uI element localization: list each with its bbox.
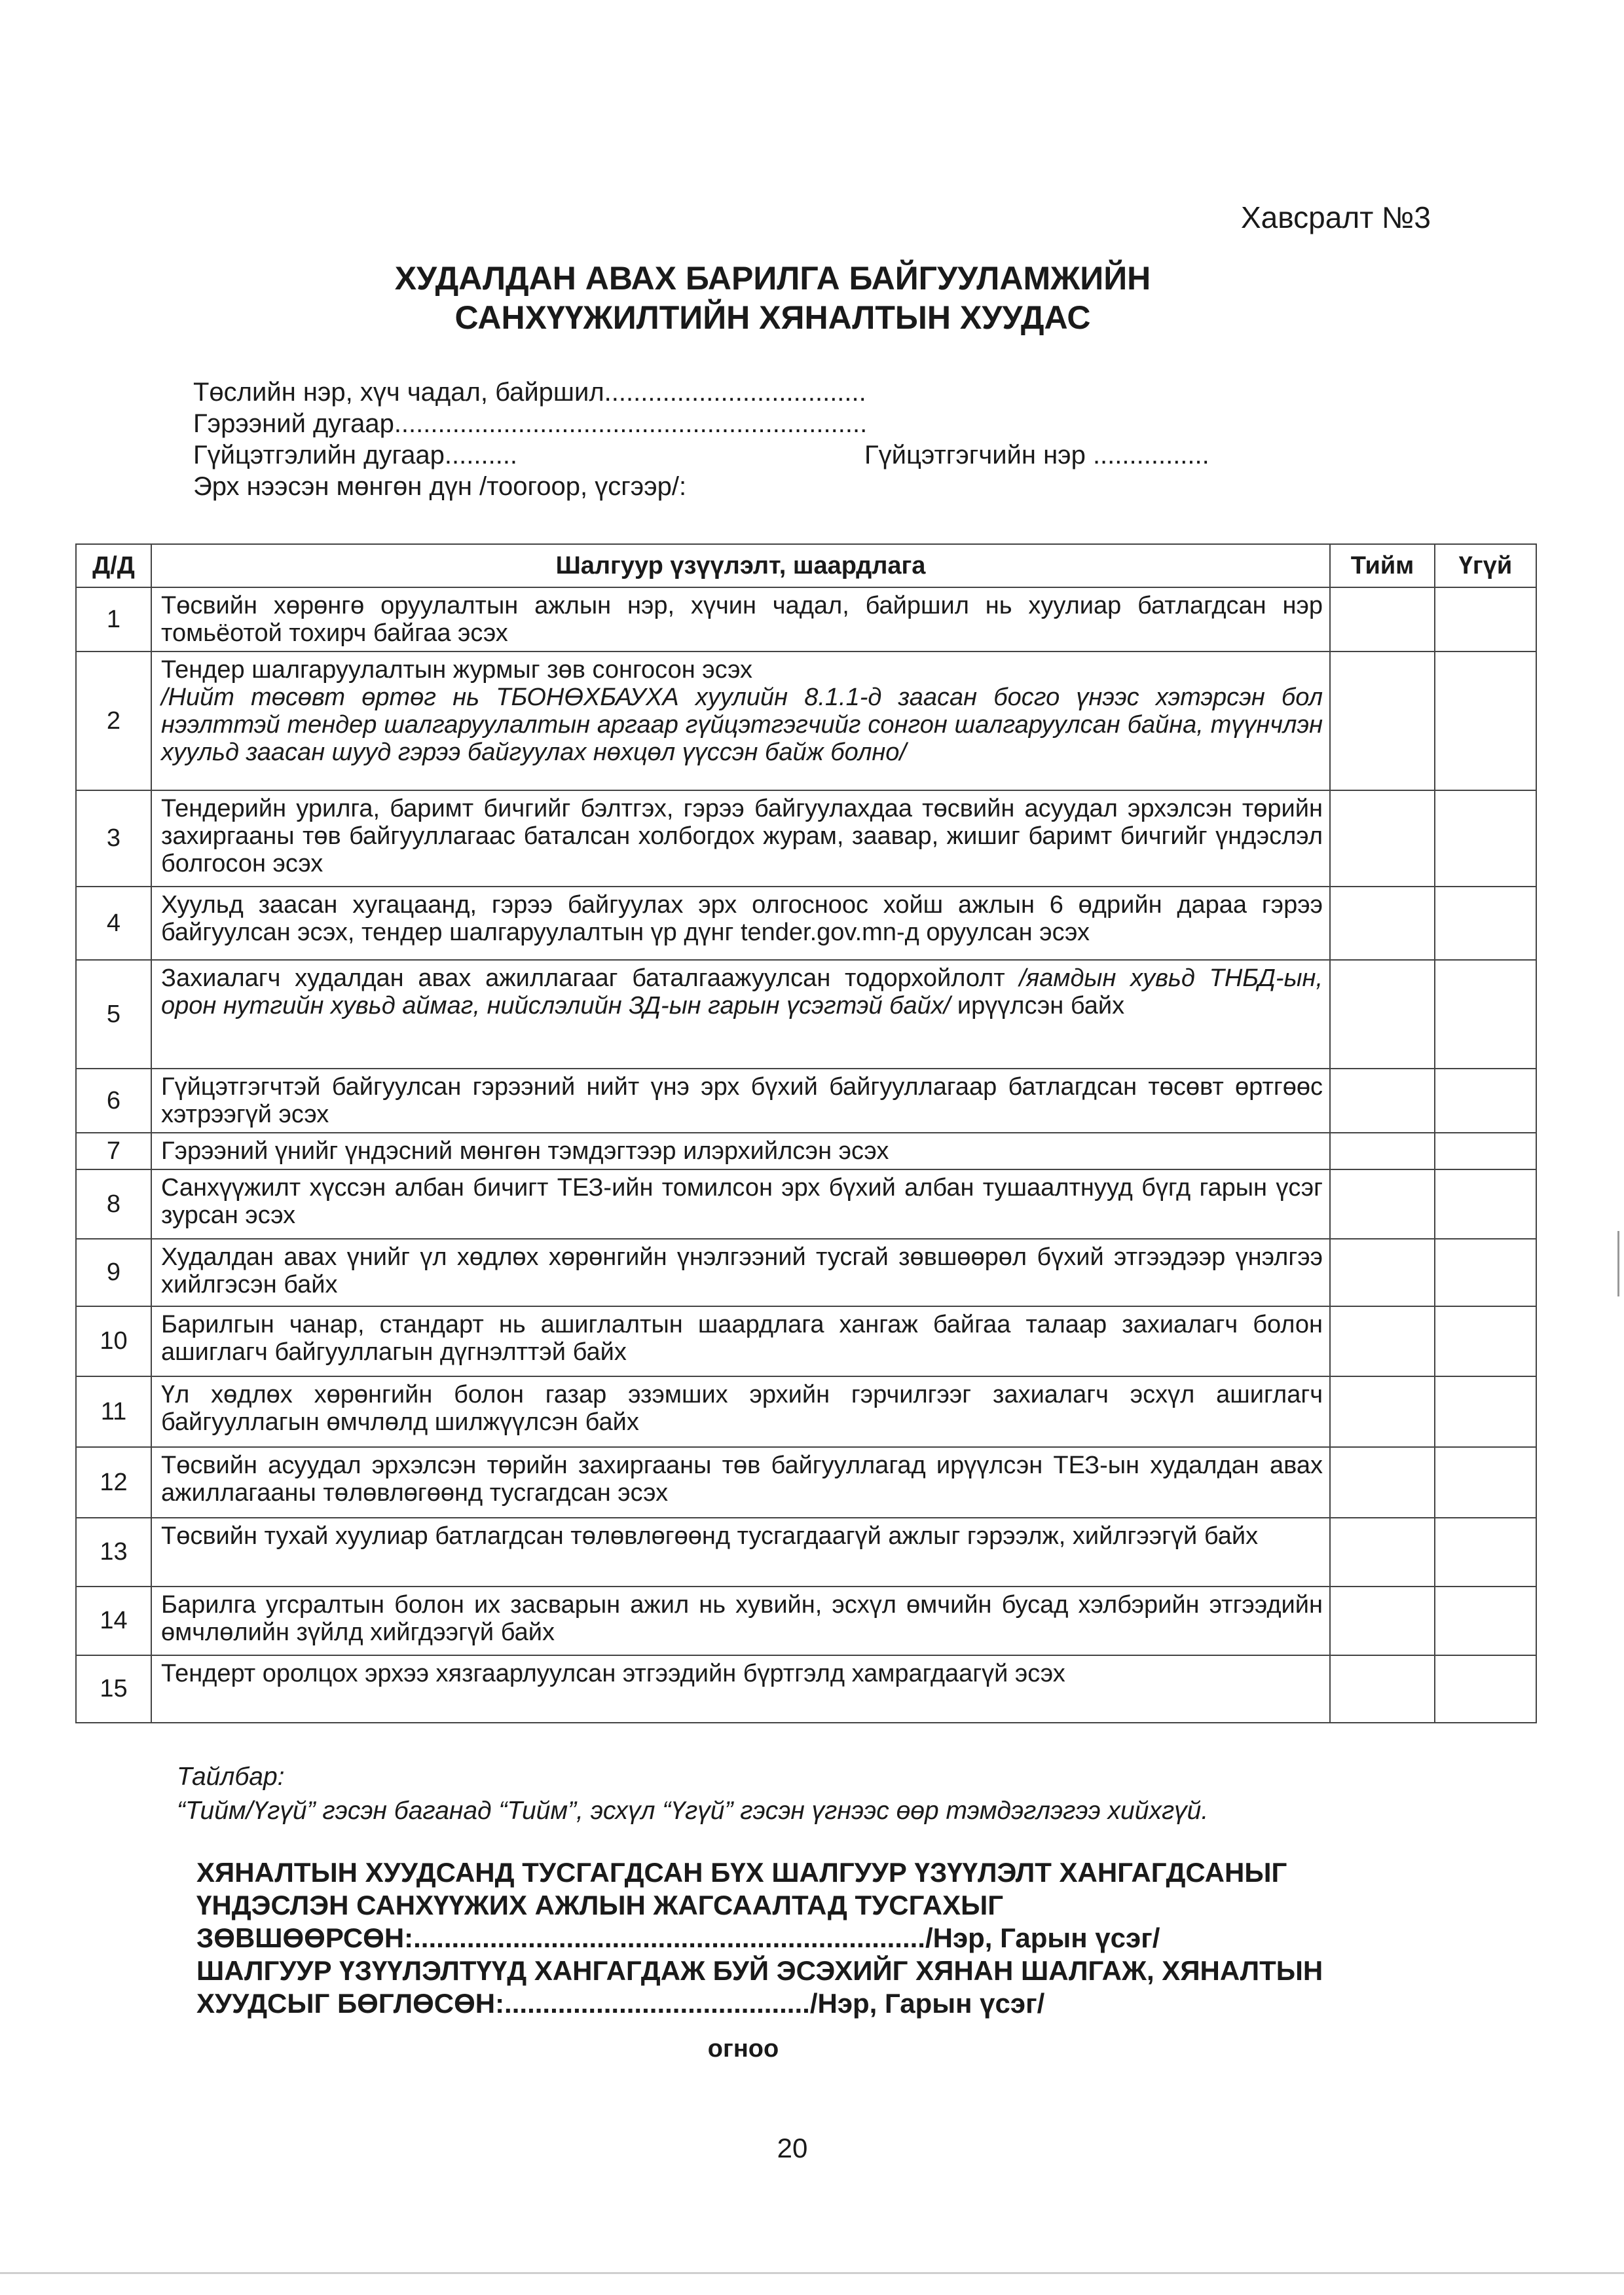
table-row bbox=[76, 960, 1536, 1069]
no-cell[interactable] bbox=[1435, 1133, 1536, 1169]
date-label: огноо bbox=[707, 2035, 779, 2063]
scan-margin-mark bbox=[1617, 1231, 1619, 1296]
row-criteria-main: Тендер шалгаруулалтын журмыг зөв сонгосон эсэх bbox=[161, 656, 753, 684]
footnote-text: “Тийм/Үгүй” гэсэн баганад “Тийм”, эсхүл “Үгүй” гэсэн үгнээс өөр тэмдэглэгээ хийхгүй. bbox=[177, 1797, 1209, 1825]
yes-cell[interactable] bbox=[1330, 1169, 1435, 1239]
filled-by-signature-line: ХУУДСЫГ БӨГЛӨСӨН:......................................../Нэр, Гарын үсэг/ bbox=[196, 1988, 1045, 2019]
row-number: 10 bbox=[76, 1306, 151, 1376]
table-row bbox=[76, 1306, 1536, 1376]
yes-cell[interactable] bbox=[1330, 887, 1435, 960]
document-title bbox=[0, 259, 1624, 337]
table-row bbox=[76, 1518, 1536, 1587]
table-row bbox=[76, 1169, 1536, 1239]
no-cell[interactable] bbox=[1435, 1518, 1536, 1587]
table-row bbox=[76, 1376, 1536, 1447]
row-number: 12 bbox=[76, 1447, 151, 1518]
row-criteria: Санхүүжилт хүссэн албан бичигт ТЕЗ-ийн томилсон эрх бүхий албан тушаалтнууд бүгд гарын үсэг зурсан эсэх bbox=[151, 1169, 1330, 1239]
scan-bottom-edge bbox=[0, 2272, 1624, 2274]
row-criteria: Төсвийн асуудал эрхэлсэн төрийн захиргааны төв байгууллагад ирүүлсэн ТЕЗ-ын худалдан авах ажиллагааны төлөвлөгөөнд тусгагдсан эсэх bbox=[151, 1447, 1330, 1518]
row-criteria: Барилгын чанар, стандарт нь ашиглалтын шаардлага хангаж байгаа талаар захиалагч болон ашиглагч байгууллагын дүгнэлттэй байх bbox=[151, 1306, 1330, 1376]
date-label-wrap bbox=[0, 2035, 1624, 2063]
yes-cell[interactable] bbox=[1330, 1447, 1435, 1518]
row-criteria: Тендерийн урилга, баримт бичгийг бэлтгэх, гэрээ байгуулахдаа төсвийн асуудал эрхэлсэн төрийн захиргааны төв байгууллагаас баталсан холбогдох журам, заавар, жишиг баримт бичгийг үндэслэл болгосон эсэх bbox=[151, 790, 1330, 887]
row-number: 11 bbox=[76, 1376, 151, 1447]
approval-statement bbox=[196, 1856, 1473, 2020]
project-name-field: Төслийн нэр, хүч чадал, байршил.................................... bbox=[193, 378, 866, 407]
project-info bbox=[193, 376, 1209, 502]
header-number: Д/Д bbox=[76, 544, 151, 587]
table-row bbox=[76, 1069, 1536, 1133]
table-row bbox=[76, 887, 1536, 960]
row-number: 1 bbox=[76, 587, 151, 652]
row-criteria: Төсвийн хөрөнгө оруулалтын ажлын нэр, хүчин чадал, байршил нь хуулиар батлагдсан нэр томьёотой тохирч байгаа эсэх bbox=[151, 587, 1330, 652]
no-cell[interactable] bbox=[1435, 1376, 1536, 1447]
row-criteria-italic: /яамдын хувьд ТНБД-ын, орон нутгийн хувьд аймаг, нийслэлийн ЗД-ын гарын үсэгтэй байх/ bbox=[161, 964, 1323, 1019]
yes-cell[interactable] bbox=[1330, 587, 1435, 652]
yes-cell[interactable] bbox=[1330, 960, 1435, 1069]
contract-number-field: Гэрээний дугаар................................................................. bbox=[193, 409, 868, 438]
header-criteria: Шалгуур үзүүлэлт, шаардлага bbox=[151, 544, 1330, 587]
footnote bbox=[177, 1760, 1208, 1828]
no-cell[interactable] bbox=[1435, 1306, 1536, 1376]
statement-line-1: ХЯНАЛТЫН ХУУДСАНД ТУСГАГДСАН БҮХ ШАЛГУУР ҮЗҮҮЛЭЛТ ХАНГАГДСАНЫГ bbox=[196, 1857, 1287, 1888]
yes-cell[interactable] bbox=[1330, 652, 1435, 790]
row-criteria: Үл хөдлөх хөрөнгийн болон газар эзэмших эрхийн гэрчилгээг захиалагч эсхүл ашиглагч байгууллагын өмчлөлд шилжүүлсэн байх bbox=[151, 1376, 1330, 1447]
amount-field: Эрх нээсэн мөнгөн дүн /тоогоор, үсгээр/: bbox=[193, 472, 687, 501]
no-cell[interactable] bbox=[1435, 790, 1536, 887]
row-number: 13 bbox=[76, 1518, 151, 1587]
table-row bbox=[76, 652, 1536, 790]
yes-cell[interactable] bbox=[1330, 790, 1435, 887]
row-criteria-main: Захиалагч худалдан авах ажиллагааг баталгаажуулсан тодорхойлолт bbox=[161, 964, 1005, 992]
execution-number-field: Гүйцэтгэлийн дугаар.......... bbox=[193, 441, 518, 469]
table-row bbox=[76, 587, 1536, 652]
table-row bbox=[76, 1133, 1536, 1169]
row-criteria: Тендерт оролцох эрхээ хязгаарлуулсан этгээдийн бүртгэлд хамрагдаагүй эсэх bbox=[151, 1655, 1330, 1723]
statement-line-4: ШАЛГУУР ҮЗҮҮЛЭЛТҮҮД ХАНГАГДАЖ БУЙ ЭСЭХИЙГ ХЯНАН ШАЛГАЖ, ХЯНАЛТЫН bbox=[196, 1955, 1323, 1986]
table-row bbox=[76, 1447, 1536, 1518]
table-header-row bbox=[76, 544, 1536, 587]
header-no: Үгүй bbox=[1435, 544, 1536, 587]
no-cell[interactable] bbox=[1435, 887, 1536, 960]
row-criteria: Гэрээний үнийг үндэсний мөнгөн тэмдэгтээр илэрхийлсэн эсэх bbox=[151, 1133, 1330, 1169]
table-row bbox=[76, 1239, 1536, 1306]
yes-cell[interactable] bbox=[1330, 1069, 1435, 1133]
row-criteria-italic: /Нийт төсөвт өртөг нь ТБОНӨХБАУХА хуулийн 8.1.1-д заасан босго үнээс хэтэрсэн бол нээлттэй тендер шалгаруулалтын аргаар гүйцэтгэгчийг сонгон шалгаруулсан байна, түүнчлэн хуульд заасан шууд гэрээ байгуулах нөхцөл үүссэн байж болно/ bbox=[161, 684, 1323, 766]
no-cell[interactable] bbox=[1435, 1447, 1536, 1518]
yes-cell[interactable] bbox=[1330, 1376, 1435, 1447]
yes-cell[interactable] bbox=[1330, 1133, 1435, 1169]
statement-line-2: ҮНДЭСЛЭН САНХҮҮЖИХ АЖЛЫН ЖАГСААЛТАД ТУСГАХЫГ bbox=[196, 1890, 1004, 1920]
row-number: 6 bbox=[76, 1069, 151, 1133]
footnote-label: Тайлбар: bbox=[177, 1763, 285, 1791]
row-number: 9 bbox=[76, 1239, 151, 1306]
no-cell[interactable] bbox=[1435, 960, 1536, 1069]
row-number: 7 bbox=[76, 1133, 151, 1169]
row-number: 5 bbox=[76, 960, 151, 1069]
appendix-label: Хавсралт №3 bbox=[1241, 200, 1431, 234]
row-number: 8 bbox=[76, 1169, 151, 1239]
no-cell[interactable] bbox=[1435, 1239, 1536, 1306]
row-criteria: Хуульд заасан хугацаанд, гэрээ байгуулах эрх олгосноос хойш ажлын 6 өдрийн дараа гэрээ байгуулсан эсэх, тендер шалгаруулалтын үр дүнг tender.gov.mn-д оруулсан эсэх bbox=[151, 887, 1330, 960]
yes-cell[interactable] bbox=[1330, 1655, 1435, 1723]
no-cell[interactable] bbox=[1435, 1069, 1536, 1133]
no-cell[interactable] bbox=[1435, 1655, 1536, 1723]
row-criteria: Худалдан авах үнийг үл хөдлөх хөрөнгийн үнэлгээний тусгай зөвшөөрөл бүхий этгээдээр үнэлгээ хийлгэсэн байх bbox=[151, 1239, 1330, 1306]
row-criteria: Гүйцэтгэгчтэй байгуулсан гэрээний нийт үнэ эрх бүхий байгууллагаар батлагдсан төсөвт өртгөөс хэтрээгүй эсэх bbox=[151, 1069, 1330, 1133]
row-number: 4 bbox=[76, 887, 151, 960]
no-cell[interactable] bbox=[1435, 1169, 1536, 1239]
row-number: 2 bbox=[76, 652, 151, 790]
no-cell[interactable] bbox=[1435, 652, 1536, 790]
table-row bbox=[76, 1587, 1536, 1655]
row-criteria: Барилга угсралтын болон их засварын ажил нь хувийн, эсхүл өмчийн бусад хэлбэрийн этгээдийн өмчлөлийн зүйлд хийгдээгүй байх bbox=[151, 1587, 1330, 1655]
approved-by-signature-line: ЗӨВШӨӨРСӨН:.................................................................../Нэр, Гарын үсэг/ bbox=[196, 1922, 1160, 1953]
row-criteria-tail: ирүүлсэн байх bbox=[950, 992, 1125, 1019]
no-cell[interactable] bbox=[1435, 587, 1536, 652]
yes-cell[interactable] bbox=[1330, 1306, 1435, 1376]
yes-cell[interactable] bbox=[1330, 1518, 1435, 1587]
row-criteria bbox=[151, 652, 1330, 790]
title-line-2: САНХҮҮЖИЛТИЙН ХЯНАЛТЫН ХУУДАС bbox=[454, 299, 1091, 336]
page-number: 20 bbox=[777, 2133, 808, 2163]
table-row bbox=[76, 1655, 1536, 1723]
page-number-wrap bbox=[0, 2133, 1624, 2164]
row-criteria bbox=[151, 960, 1330, 1069]
row-number: 15 bbox=[76, 1655, 151, 1723]
criteria-table bbox=[75, 543, 1537, 1723]
row-criteria: Төсвийн тухай хуулиар батлагдсан төлөвлөгөөнд тусгагдаагүй ажлыг гэрээлж, хийлгээгүй байх bbox=[151, 1518, 1330, 1587]
contractor-name-field: Гүйцэтгэгчийн нэр ................ bbox=[864, 441, 1209, 469]
row-number: 14 bbox=[76, 1587, 151, 1655]
execution-number-row bbox=[193, 439, 1209, 471]
header-yes: Тийм bbox=[1330, 544, 1435, 587]
title-line-1: ХУДАЛДАН АВАХ БАРИЛГА БАЙГУУЛАМЖИЙН bbox=[394, 260, 1151, 297]
yes-cell[interactable] bbox=[1330, 1239, 1435, 1306]
no-cell[interactable] bbox=[1435, 1587, 1536, 1655]
row-number: 3 bbox=[76, 790, 151, 887]
table-row bbox=[76, 790, 1536, 887]
yes-cell[interactable] bbox=[1330, 1587, 1435, 1655]
